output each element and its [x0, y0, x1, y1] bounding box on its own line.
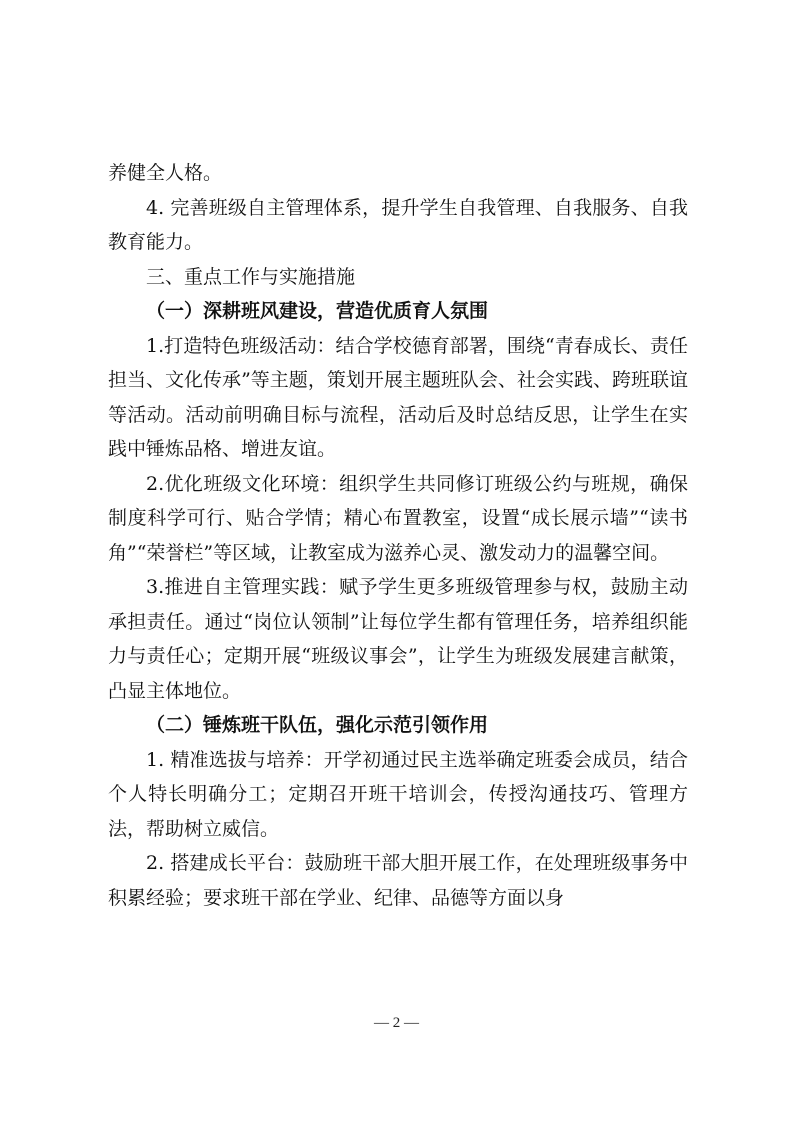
paragraph-item-4: 4. 完善班级自主管理体系，提升学生自我管理、自我服务、自我教育能力。 [108, 196, 688, 253]
paragraph-2-1: 1. 精准选拔与培养：开学初通过民主选举确定班委会成员，结合个人特长明确分工；定期召开班干培训会，传授沟通技巧、管理方法，帮助树立威信。 [108, 748, 688, 840]
body-text [108, 156, 688, 915]
page-number: — 2 — [374, 1015, 419, 1031]
subsection-heading-1: （一）深耕班风建设，营造优质育人氛围 [146, 300, 489, 322]
section-heading: 三、重点工作与实施措施 [146, 265, 356, 288]
paragraph-2-2: 2. 搭建成长平台：鼓励班干部大胆开展工作，在处理班级事务中积累经验；要求班干部在学业、纪律、品德等方面以身 [108, 852, 688, 909]
paragraph-1-3: 3.推进自主管理实践：赋予学生更多班级管理参与权，鼓励主动承担责任。通过“岗位认领制”让每位学生都有管理任务，培养组织能力与责任心；定期开展“班级议事会”，让学生为班级发展建言献策，凸显主体地位。 [108, 576, 688, 702]
subsection-heading-2: （二）锤炼班干队伍，强化示范引领作用 [146, 714, 489, 736]
paragraph-1-1: 1.打造特色班级活动：结合学校德育部署，围绕“青春成长、责任担当、文化传承”等主题，策划开展主题班队会、社会实践、跨班联谊等活动。活动前明确目标与流程，活动后及时总结反思，让学生在实践中锤炼品格、增进友谊。 [108, 334, 688, 460]
paragraph-1-2: 2.优化班级文化环境：组织学生共同修订班级公约与班规，确保制度科学可行、贴合学情；精心布置教室，设置“成长展示墙”“读书角”“荣誉栏”等区域，让教室成为滋养心灵、激发动力的温馨空间。 [108, 472, 688, 564]
paragraph-continuation: 养健全人格。 [108, 162, 223, 184]
